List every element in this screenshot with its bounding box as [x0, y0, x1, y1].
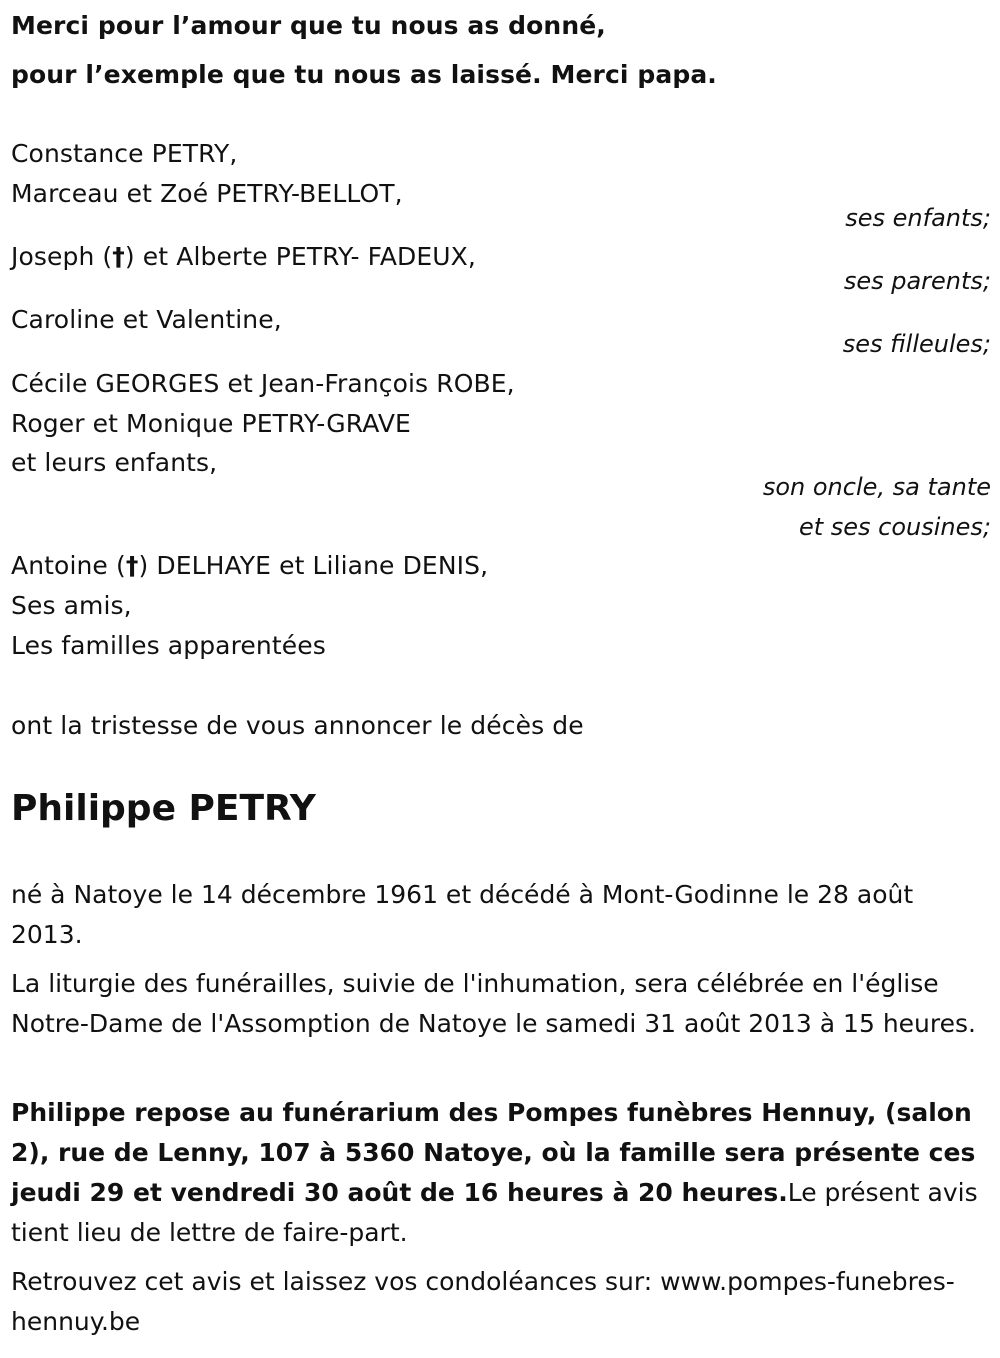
friends-line-2: Ses amis,: [11, 591, 132, 620]
uncle-line-2: Roger et Monique PETRY-GRAVE: [11, 409, 411, 438]
children-line-1: Constance PETRY,: [11, 139, 238, 168]
friends-post: ) DELHAYE et Liliane DENIS,: [138, 551, 489, 580]
liturgy-paragraph: La liturgie des funérailles, suivie de l'inhumation, sera célébrée en l'église Notre-Dame de l'Assomption de Natoye le samedi 31 août 2013 à 15 heures.: [11, 969, 976, 1038]
intro-line-1: Merci pour l’amour que tu nous as donné,: [11, 11, 606, 40]
parents-post: ) et Alberte PETRY- FADEUX,: [124, 242, 476, 271]
condolences-paragraph: Retrouvez cet avis et laissez vos condoléances sur: www.pompes-funebres-hennuy.be: [11, 1267, 955, 1336]
friends-line-3: Les familles apparentées: [11, 631, 326, 660]
parents-pre: Joseph (: [11, 242, 113, 271]
children-role: ses enfants;: [845, 204, 991, 232]
birth-paragraph: né à Natoye le 14 décembre 1961 et décédé à Mont-Godinne le 28 août 2013.: [11, 880, 914, 949]
announcement-text: ont la tristesse de vous annoncer le décès de: [11, 711, 584, 740]
uncle-role-2: et ses cousines;: [798, 513, 991, 541]
cross-icon: †: [112, 242, 125, 271]
rest-normal-text: Le présent avis tient lieu de lettre de faire-part.: [11, 1178, 978, 1247]
uncle-line-1: Cécile GEORGES et Jean-François ROBE,: [11, 369, 515, 398]
friends-line-1: [11, 546, 488, 586]
intro-line-2: pour l’exemple que tu nous as laissé. Merci papa.: [11, 60, 717, 89]
uncle-role-1: son oncle, sa tante: [762, 473, 991, 501]
goddaughters-line: Caroline et Valentine,: [11, 305, 282, 334]
deceased-name: Philippe PETRY: [11, 788, 316, 829]
parents-line: [11, 237, 476, 277]
children-line-2: Marceau et Zoé PETRY-BELLOT,: [11, 179, 403, 208]
obituary-notice: [11, 0, 991, 1358]
goddaughters-role: ses filleules;: [842, 330, 991, 358]
friends-pre: Antoine (: [11, 551, 126, 580]
rest-paragraph: [11, 1093, 986, 1253]
parents-role: ses parents;: [843, 267, 991, 295]
uncle-line-3: et leurs enfants,: [11, 448, 218, 477]
rest-bold-text: Philippe repose au funérarium des Pompes funèbres Hennuy, (salon 2), rue de Lenny, 107 à 5360 Natoye, où la famille sera présente ces jeudi 29 et vendredi 30 août de 16 heures à 20 heures.: [11, 1098, 976, 1207]
cross-icon: †: [125, 551, 139, 580]
